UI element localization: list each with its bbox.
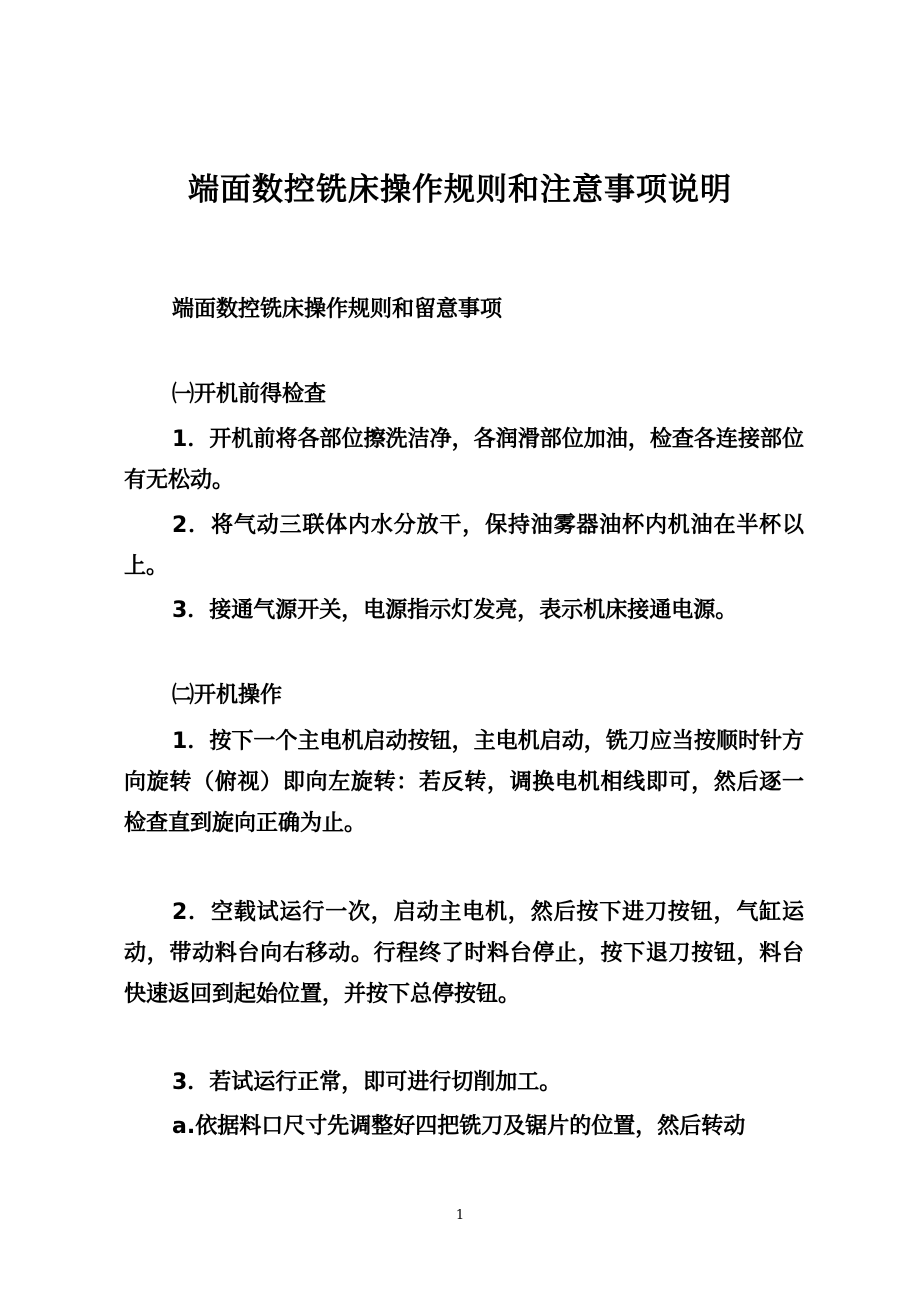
section2-item-a: a.依据料口尺寸先调整好四把铣刀及锯片的位置，然后转动	[172, 1114, 746, 1139]
section2-heading: ㈡开机操作	[172, 683, 283, 708]
section1-item-2: 2．将气动三联体内水分放干，保持油雾器油杯内机油在半杯以上。	[124, 513, 804, 579]
section1-item-3: 3．接通气源开关，电源指示灯发亮，表示机床接通电源。	[172, 598, 738, 623]
page-number: 1	[455, 1208, 465, 1223]
document-subtitle: 端面数控铣床操作规则和留意事项	[172, 297, 503, 322]
section2-item-1: 1．按下一个主电机启动按钮，主电机启动，铣刀应当按顺时针方向旋转（俯视）即向左旋转：若反转，调换电机相线即可，然后逐一检查直到旋向正确为止。	[124, 729, 804, 836]
section1-heading: ㈠开机前得检查	[172, 382, 327, 407]
document-title: 端面数控铣床操作规则和注意事项说明	[188, 172, 732, 208]
section2-item-2: 2．空载试运行一次，启动主电机，然后按下进刀按钮，气缸运动，带动料台向右移动。行程终了时料台停止，按下退刀按钮，料台快速返回到起始位置，并按下总停按钮。	[124, 900, 804, 1007]
section2-item-3: 3．若试运行正常，即可进行切削加工。	[172, 1070, 562, 1095]
section1-item-1: 1．开机前将各部位擦洗洁净，各润滑部位加油，检查各连接部位有无松动。	[124, 427, 804, 493]
